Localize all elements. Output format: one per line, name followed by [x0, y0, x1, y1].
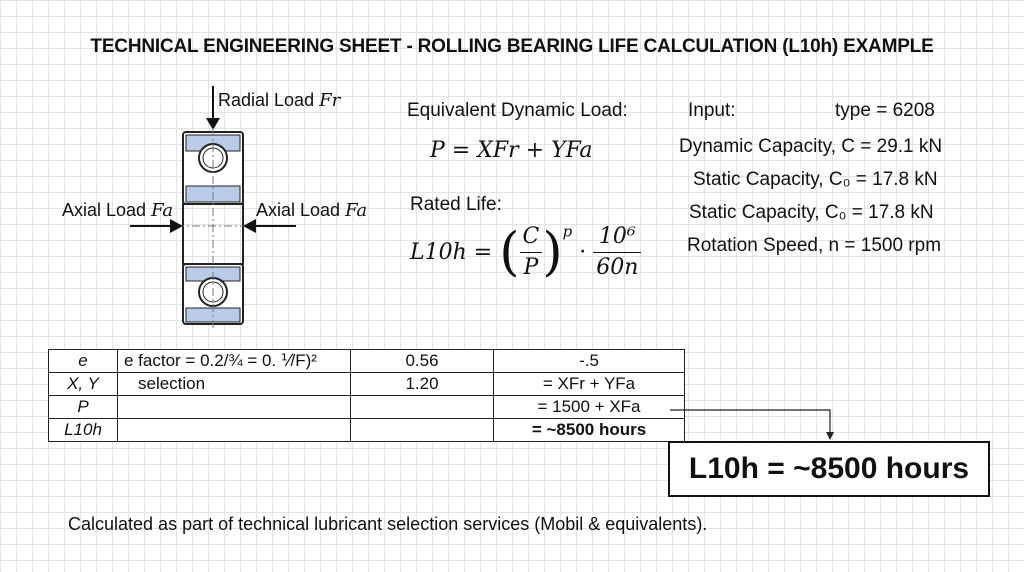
cell-result: = 1500 + XFa [494, 396, 685, 419]
rated-life-frac-den: 60n [596, 255, 639, 280]
connector-arrow [660, 400, 840, 444]
rotation-speed: Rotation Speed, n = 1500 rpm [687, 235, 942, 256]
rated-life-lhs: L10h = [410, 240, 493, 265]
rated-life-den: P [523, 255, 539, 280]
cell-result: -.5 [494, 350, 685, 373]
cell-value [351, 396, 494, 419]
cell-value [351, 419, 494, 442]
cell-symbol: P [49, 396, 118, 419]
rated-life-formula: L10h = ( $\frac{C}{P}$ )$^p$ · $\frac{\text{10⁶}}{60n}$ [410, 222, 641, 283]
cell-description: selection [118, 373, 351, 396]
result-box: L10h = ~8500 hours [668, 441, 990, 497]
table-row [49, 396, 685, 419]
axial-load-left-label: Axial Load Fa [62, 200, 174, 221]
equivalent-load-formula: P = XFr + YFa [430, 138, 593, 163]
static-capacity-1: Static Capacity, C₀ = 17.8 kN [693, 169, 938, 190]
footer-note: Calculated as part of technical lubricant selection services (Mobil & equivalents). [68, 514, 708, 534]
cell-symbol: e [49, 350, 118, 373]
cell-description [118, 419, 351, 442]
calculation-table [48, 349, 685, 442]
cell-result: = ~8500 hours [494, 419, 685, 442]
bearing-type: type = 6208 [835, 100, 935, 121]
cell-value: 1.20 [351, 373, 494, 396]
cell-description: e factor = 0.2/¾ = 0. ⅟/F)² [118, 350, 351, 373]
table-row [49, 350, 685, 373]
table-row [49, 419, 685, 442]
radial-load-label: Radial Load Fr [218, 90, 341, 111]
equivalent-load-label: Equivalent Dynamic Load: [407, 100, 628, 121]
rated-life-frac-num: 10⁶ [593, 222, 641, 253]
cell-value: 0.56 [351, 350, 494, 373]
cell-symbol: L10h [49, 419, 118, 442]
static-capacity-2: Static Capacity, C₀ = 17.8 kN [689, 202, 934, 223]
page-title: TECHNICAL ENGINEERING SHEET - ROLLING BEARING LIFE CALCULATION (L10h) EXAMPLE [90, 36, 934, 57]
rated-life-exponent: p [562, 222, 573, 241]
table-row [49, 373, 685, 396]
axial-load-right-label: Axial Load Fa [256, 200, 368, 221]
cell-result: = XFr + YFa [494, 373, 685, 396]
cell-symbol: X, Y [49, 373, 118, 396]
dynamic-capacity: Dynamic Capacity, C = 29.1 kN [679, 136, 943, 157]
input-label: Input: [688, 100, 736, 121]
rated-life-num: C [520, 222, 543, 253]
cell-description [118, 396, 351, 419]
rated-life-label: Rated Life: [410, 194, 502, 215]
